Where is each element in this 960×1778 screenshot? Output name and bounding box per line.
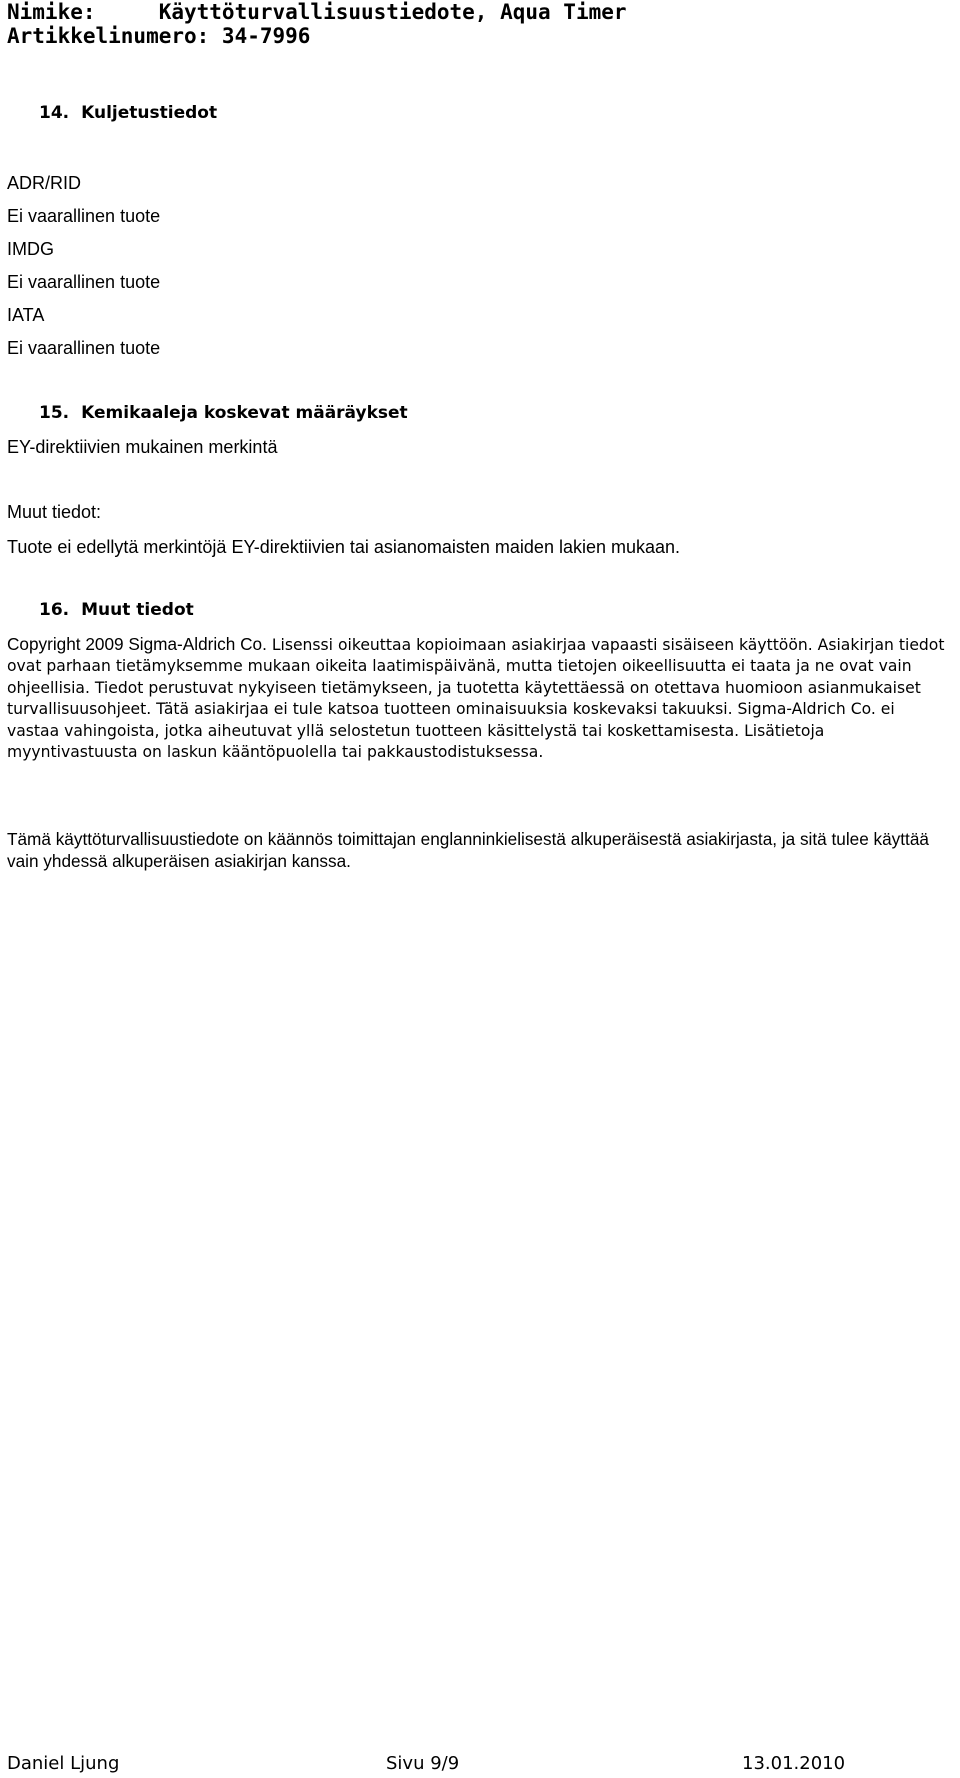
footer-date: 13.01.2010	[742, 1753, 846, 1774]
labelling-subtitle: EY-direktiivien mukainen merkintä	[7, 437, 278, 457]
disclaimer-text: Lisenssi oikeuttaa kopioimaan asiakirjaa vapaasti sisäiseen käyttöön. Asiakirjan tiedot ovat parhaan tietämyksemme mukaan oikeita laatimispäivänä, mutta tietojen oikeellisuutta ei taata ja ne ovat vain ohjeellisia. Tiedot perustuvat nykyiseen tietämykseen, ja tuotetta käytettäessä on otettava huomioon asianmukaiset turvallisuusohjeet. Tätä asiakirjaa ei tule katsoa tuotteen ominaisuuksia koskevaksi takuuksi. Sigma-Aldrich Co. ei vastaa vahingoista, jotka aiheutuvat yllä selostetun tuotteen käsittelystä tai koskettamisesta. Lisätietoja myyntivastuusta on laskun kääntöpuolella tai pakkaustodistuksessa.	[7, 636, 945, 762]
footer-page-number: Sivu 9/9	[386, 1753, 460, 1774]
section-title: Kemikaaleja koskevat määräykset	[81, 403, 408, 423]
translation-note: Tämä käyttöturvallisuustiedote on käännös toimittajan englanninkielisestä alkuperäisestä asiakirjasta, ja sitä tulee käyttää vain yhdessä alkuperäisen asiakirjan kanssa.	[7, 829, 929, 871]
adr-value: Ei vaarallinen tuote	[7, 206, 161, 226]
iata-value: Ei vaarallinen tuote	[7, 338, 161, 358]
iata-label: IATA	[7, 305, 45, 325]
other-info-text: Tuote ei edellytä merkintöjä EY-direktiivien tai asianomaisten maiden lakien mukaan.	[7, 537, 681, 557]
imdg-value: Ei vaarallinen tuote	[7, 272, 161, 292]
adr-label: ADR/RID	[7, 173, 82, 193]
section-number: 16.	[39, 600, 70, 620]
disclaimer-paragraph	[7, 634, 947, 763]
copyright-lead: Copyright 2009 Sigma-Aldrich Co.	[7, 634, 267, 654]
other-info-label: Muut tiedot:	[7, 502, 102, 522]
header-title-line: Nimike: Käyttöturvallisuustiedote, Aqua Timer	[7, 0, 627, 24]
footer-author: Daniel Ljung	[7, 1753, 120, 1774]
imdg-label: IMDG	[7, 239, 54, 259]
section-15-heading	[39, 403, 408, 423]
header-article-number: Artikkelinumero: 34-7996	[7, 24, 311, 48]
section-number: 15.	[39, 403, 70, 423]
section-title: Muut tiedot	[81, 600, 194, 620]
section-title: Kuljetustiedot	[81, 103, 218, 123]
section-14-heading	[39, 103, 217, 123]
section-16-heading	[39, 600, 194, 620]
section-number: 14.	[39, 103, 70, 123]
